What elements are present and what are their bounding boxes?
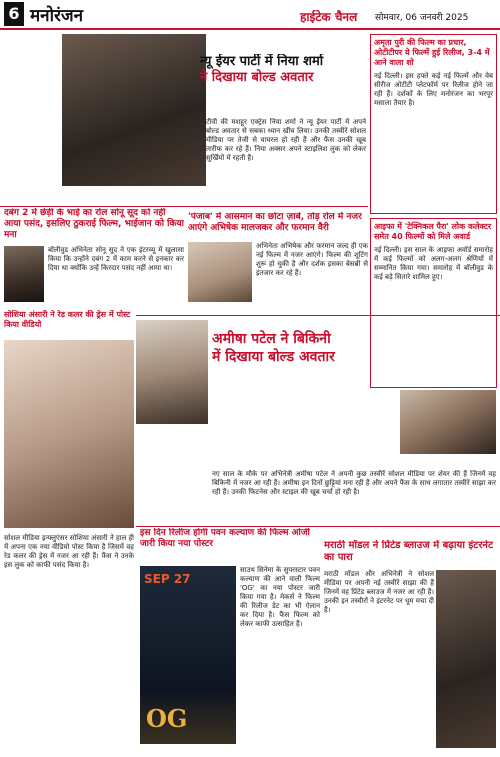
page-header	[0, 0, 500, 30]
lead-headline-line1: न्यू ईयर पार्टी में निया शर्मा	[200, 54, 324, 69]
og-poster	[140, 566, 236, 744]
main-body: नए साल के मौके पर अभिनेत्री अमीषा पटेल ने अपनी कुछ तस्वीरें सोशल मीडिया पर शेयर की हैं जिनमें वह बिकिनी में नजर आ रही हैं। अमीषा इन दिनों छुट्टियां मना रही हैं और अपने फैंस के साथ लगातार तस्वीरें साझा कर रही हैं। उनकी फिटनेस और स्टाइल की खूब चर्चा हो रही है।	[212, 470, 496, 496]
col1-story	[4, 208, 184, 308]
col1-photo	[4, 246, 44, 302]
divider-rule	[136, 315, 500, 316]
col3-headline: सोशिया अंसारी ने रेड कलर की ड्रेस में पोस्ट किया वीडियो	[4, 310, 131, 329]
bottom-right-photo	[436, 570, 496, 748]
col2-body: अभिनेता अभिषेक और फरमान जल्द ही एक नई फिल्म में नजर आएंगे। फिल्म की शूटिंग शुरू हो चुकी है और दर्शक इसका बेसब्री से इंतजार कर रहे हैं।	[256, 242, 368, 277]
bottom-right-headline: मराठी मॉडल ने प्रिंटेड ब्लाउज में बढ़ाया इंटरनेट का पारा	[324, 540, 494, 563]
bottom-right-story	[324, 540, 496, 754]
side-top-story	[370, 34, 497, 214]
page-number: 6	[4, 2, 24, 26]
col1-headline: दबंग 2 में छेड़ी के भाई का रोल सोनू सूद को नहीं आया पसंद, इसलिए ठुकराई फिल्म, भाईजान को किया मना	[4, 208, 184, 240]
bottom-right-body: मराठी मॉडल और अभिनेत्री ने सोशल मीडिया पर अपनी नई तस्वीरें साझा की हैं जिनमें वह प्रिंटेड ब्लाउज में नजर आ रही हैं। उनकी इन तस्वीरों ने इंटरनेट पर धूम मचा दी है।	[324, 570, 434, 614]
section-title: मनोरंजन	[30, 6, 84, 26]
lead-headline-line2: ने दिखाया बोल्ड अवतार	[200, 70, 314, 85]
issue-date: सोमवार, 06 जनवरी 2025	[375, 13, 469, 23]
side-mid-headline: आइफा में 'टेक्निकल पैरा' लोक कलेक्टर समेत 40 फिल्मों को मिले अवार्ड	[374, 222, 492, 241]
col3-story	[4, 310, 134, 625]
main-photo-1	[136, 320, 208, 424]
divider-rule	[136, 526, 500, 527]
col1-body: बॉलीवुड अभिनेता सोनू सूद ने एक इंटरव्यू में खुलासा किया कि उन्होंने दबंग 2 में काम करने से इनकार कर दिया था क्योंकि उन्हें किरदार पसंद नहीं आया था।	[48, 246, 184, 272]
newspaper-brand: हाईटेक चैनल	[300, 10, 358, 24]
col2-photo	[188, 242, 252, 302]
main-headline-line1: अमीषा पटेल ने बिकिनी	[212, 331, 331, 347]
lead-body: टीवी की मशहूर एक्ट्रेस निया शर्मा ने न्यू ईयर पार्टी में अपने बोल्ड अवतार से सबका ध्यान खींच लिया। उनकी तस्वीरें सोशल मीडिया पर तेजी से वायरल हो रही हैं और फैंस उनकी खूब तारीफ कर रहे हैं। निया अक्सर अपने स्टाइलिश लुक को लेकर सुर्खियों में रहती हैं।	[206, 118, 366, 162]
main-headline-line2: में दिखाया बोल्ड अवतार	[212, 349, 335, 365]
side-mid-body: नई दिल्ली। इस साल के आइफा अवॉर्ड समारोह में कई फिल्मों को अलग-अलग श्रेणियों में सम्मानित किया गया। समारोह में बॉलीवुड के कई बड़े सितारे शामिल हुए।	[374, 246, 493, 281]
poster-date: SEP 27	[144, 572, 191, 586]
bottom-left-story	[140, 528, 320, 754]
col2-headline: 'पंजाब' में आसमान का छोटा ज़ाबे, तोड़ रोल में नजर आएंगे अभिषेक मालजकर और फरमान वैरी	[188, 212, 362, 233]
side-top-body: नई दिल्ली। इस हफ्ते कई नई फिल्में और वेब सीरीज ओटीटी प्लेटफॉर्म पर रिलीज होने जा रही हैं। दर्शकों के लिए मनोरंजन का भरपूर मसाला तैयार है।	[374, 72, 493, 107]
col3-body: सोशल मीडिया इन्फ्लुएंसर सोशिया अंसारी ने हाल ही में अपना एक नया वीडियो पोस्ट किया है जिसमें वह रेड कलर की ड्रेस में नजर आ रही हैं। फैंस ने उनके इस लुक को काफी पसंद किया है।	[4, 534, 134, 569]
bottom-left-body: साउथ सिनेमा के सुपरस्टार पवन कल्याण की आने वाली फिल्म 'OG' का नया पोस्टर जारी किया गया है। मेकर्स ने फिल्म की रिलीज डेट का भी ऐलान कर दिया है। फैंस फिल्म को लेकर काफी उत्साहित हैं।	[240, 566, 320, 628]
divider-rule	[0, 206, 368, 207]
bottom-left-headline: इस दिन रिलीज होगी पवन कल्याण की फिल्म ओजी जारी किया नया पोस्टर	[140, 528, 310, 549]
main-headline	[212, 330, 370, 366]
lead-headline	[200, 54, 366, 86]
poster-title: OG	[146, 704, 188, 733]
main-photo-2	[400, 390, 496, 454]
lead-photo	[62, 34, 206, 186]
side-top-headline: अमृता पुरी की फिल्म का प्रचार, ओटीटीपर ये फिल्में हुई रिलीज, 3-4 में आने वाला शो	[374, 38, 490, 67]
side-mid-story	[370, 218, 497, 388]
col3-photo	[4, 340, 134, 528]
col2-story	[188, 212, 368, 308]
